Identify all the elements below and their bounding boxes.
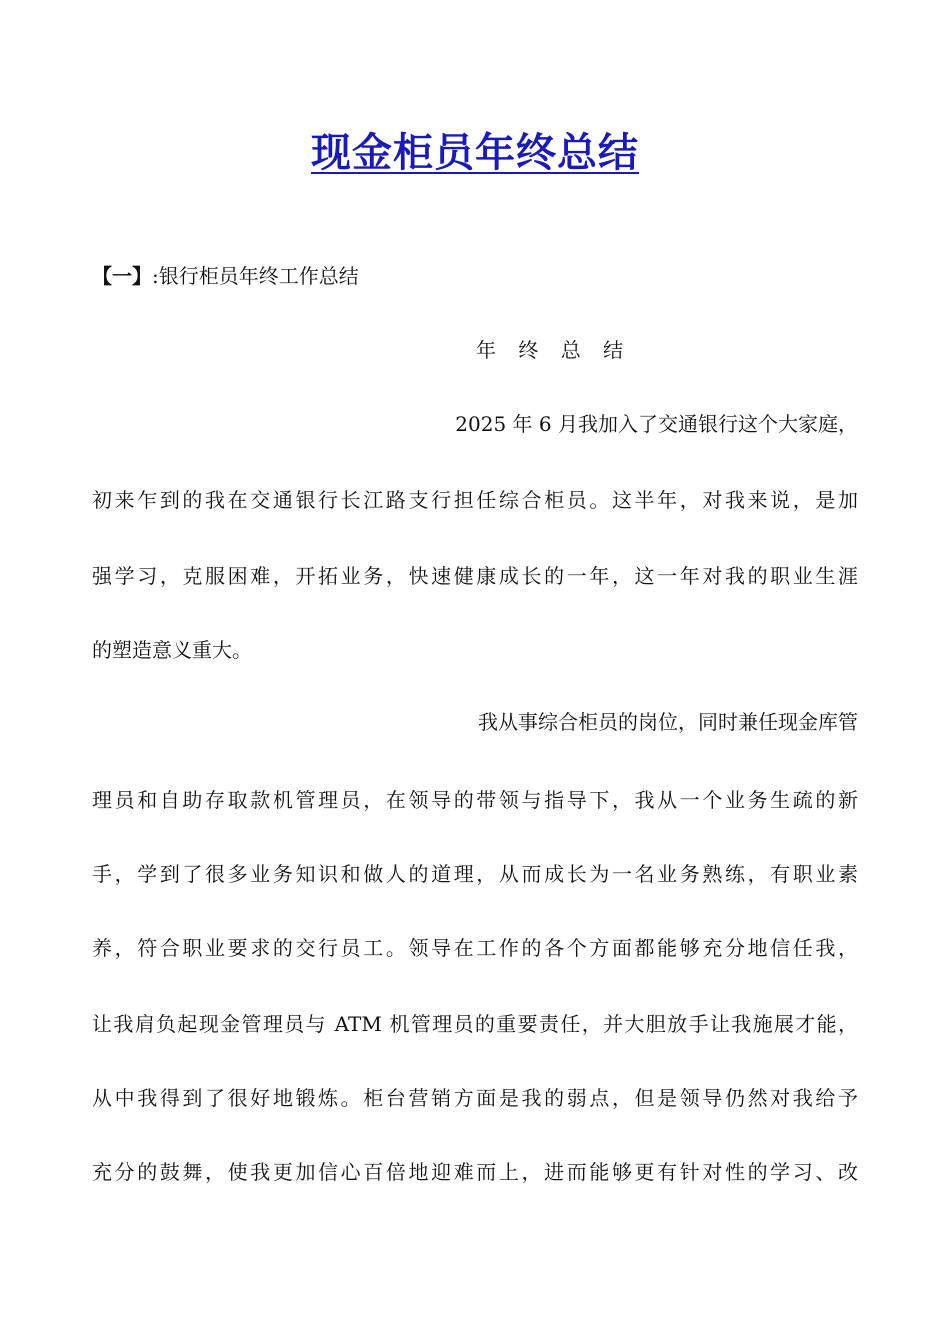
document-title: 现金柜员年终总结	[311, 130, 639, 176]
section-number: 【一】	[92, 264, 152, 288]
paragraph-line: 的塑造意义重大。	[92, 638, 252, 662]
paragraph-line: 让我肩负起现金管理员与 ATM 机管理员的重要责任，并大胆放手让我施展才能，	[92, 1012, 858, 1036]
paragraph-line: 手，学到了很多业务知识和做人的道理，从而成长为一名业务熟练，有职业素	[92, 862, 858, 886]
paragraph-line: 理员和自助存取款机管理员，在领导的带领与指导下，我从一个业务生疏的新	[92, 788, 858, 812]
paragraph-line: 我从事综合柜员的岗位，同时兼任现金库管	[478, 710, 858, 734]
section-heading-text: :银行柜员年终工作总结	[152, 264, 359, 288]
paragraph-line: 强学习，克服困难，开拓业务，快速健康成长的一年，这一年对我的职业生涯	[92, 564, 858, 588]
paragraph-line: 初来乍到的我在交通银行长江路支行担任综合柜员。这半年，对我来说，是加	[92, 488, 858, 512]
subtitle: 年 终 总 结	[476, 338, 632, 362]
paragraph-line: 从中我得到了很好地锻炼。柜台营销方面是我的弱点，但是领导仍然对我给予	[92, 1086, 858, 1110]
paragraph-line: 2025 年 6 月我加入了交通银行这个大家庭，	[455, 412, 858, 436]
paragraph-line: 充分的鼓舞，使我更加信心百倍地迎难而上，进而能够更有针对性的学习、改	[92, 1160, 858, 1184]
paragraph-line: 养，符合职业要求的交行员工。领导在工作的各个方面都能够充分地信任我，	[92, 936, 858, 960]
section-heading	[92, 262, 858, 290]
